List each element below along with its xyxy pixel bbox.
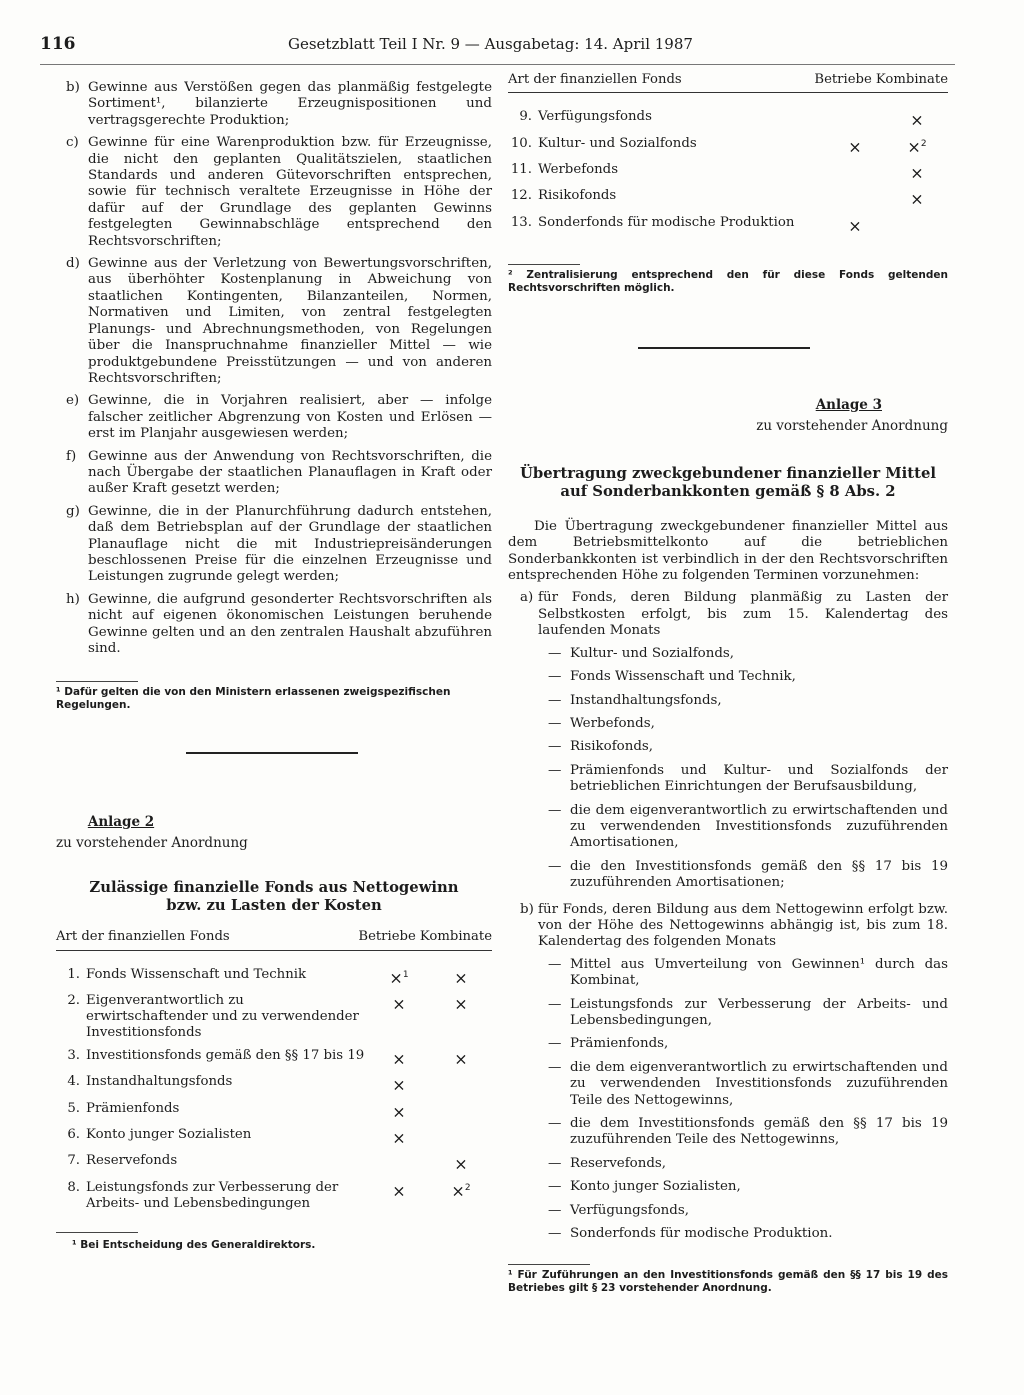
- dash-bullet: —: [548, 1202, 562, 1218]
- mark-glyph: ×: [392, 1049, 406, 1069]
- list-item: [56, 135, 492, 250]
- item-text: Gewinne aus Verstößen gegen das planmäßig festgelegte Sortiment¹, bilanzierte Erzeugnispositionen und vertragsgerechte Produktion;: [88, 80, 492, 128]
- list-item-text: Prämienfonds,: [570, 1036, 669, 1052]
- anlage-3-title: Anlage 3: [815, 397, 882, 414]
- list-item-text: Verfügungsfonds,: [570, 1202, 689, 1218]
- mark-footnote-ref: 1: [402, 969, 409, 980]
- list-item-text: Mittel aus Umverteilung von Gewinnen¹ durch das Kombinat,: [570, 956, 948, 989]
- list-item: [548, 1036, 948, 1052]
- list-item: [548, 669, 948, 685]
- item-text: Gewinne aus der Verletzung von Bewertungsvorschriften, aus überhöhter Kostenplanung in Abweichung von staatlichen Kontingenten, Bilanzanteilen, Normen, Normativen und Limiten, von zentral festgelegten Planungs- und Abrechnungsmethoden, von Regelungen über die Inanspruchnahme finanzieller Mittel — wie produktgebundene Preisstützungen — und von anderen Rechtsvorschriften;: [88, 256, 492, 386]
- dash-bullet: —: [548, 1036, 562, 1052]
- row-label: Sonderfonds für modische Produktion: [538, 214, 795, 230]
- mark-glyph: ×: [907, 137, 921, 157]
- section-separator: [638, 347, 810, 349]
- page-title: Gesetzblatt Teil I Nr. 9 — Ausgabetag: 14. April 1987: [288, 35, 693, 53]
- kombinate-cross-mark: [886, 136, 948, 155]
- betriebe-cross-mark: [368, 1180, 430, 1212]
- kombinate-cross-mark: [430, 1127, 492, 1146]
- footnote-2: ² Zentralisierung entsprechend den für diese Fonds geltenden Rechtsvorschriften möglich.: [508, 269, 948, 295]
- item-text: Gewinne, die aufgrund gesonderter Rechtsvorschriften als nicht auf eigenen ökonomischen Leistungen beruhende Gewinne gelten und an den zentralen Haushalt abzuführen sind.: [88, 591, 492, 656]
- list-item-text: Kultur- und Sozialfonds,: [570, 645, 735, 661]
- row-label: Kultur- und Sozialfonds: [538, 135, 697, 151]
- mark-glyph: ×: [392, 994, 406, 1014]
- list-item: [548, 1203, 948, 1219]
- list-item-text: Reservefonds,: [570, 1155, 667, 1171]
- list-item: [56, 504, 492, 586]
- row-label: Prämienfonds: [86, 1100, 180, 1116]
- row-number: 2.: [67, 992, 80, 1008]
- betriebe-cross-mark: [368, 1048, 430, 1067]
- footnote-rule: [56, 1232, 138, 1233]
- list-item: [548, 1179, 948, 1195]
- list-item-text: Prämienfonds und Kultur- und Sozialfonds der betrieblichen Einrichtungen der Berufsausbildung,: [570, 762, 948, 795]
- mark-glyph: ×: [910, 163, 924, 183]
- row-number: 6.: [67, 1126, 80, 1142]
- sub-item-label: b): [520, 901, 534, 917]
- list-item: [548, 763, 948, 796]
- row-number: 3.: [67, 1047, 80, 1063]
- list-item-text: die den Investitionsfonds gemäß den §§ 17 bis 19 zuzuführenden Amortisationen;: [570, 858, 948, 891]
- list-item-text: Risikofonds,: [570, 739, 654, 755]
- dash-bullet: —: [548, 1155, 562, 1171]
- mark-glyph: ×: [392, 1180, 406, 1200]
- anlage-2-subtitle: zu vorstehender Anordnung: [56, 834, 248, 851]
- betriebe-cross-mark: [368, 967, 430, 986]
- list-item-text: die dem eigenverantwortlich zu erwirtschaftenden und zu verwendenden Investitionsfonds zuzuführenden Amortisationen,: [570, 802, 948, 851]
- list-item: [548, 739, 948, 755]
- sub-item-label: a): [520, 590, 534, 606]
- list-item-text: Fonds Wissenschaft und Technik,: [570, 669, 796, 685]
- table-row: [56, 1180, 492, 1212]
- list-item: [548, 1116, 948, 1149]
- dash-bullet: —: [548, 715, 562, 731]
- footnote-1: ¹ Dafür gelten die von den Ministern erlassenen zweigspezifischen Regelungen.: [56, 686, 451, 712]
- betriebe-cross-mark: [368, 1127, 430, 1146]
- sub-item-text: für Fonds, deren Bildung planmäßig zu Lasten der Selbstkosten erfolgt, bis zum 15. Kalendertag des laufenden Monats: [538, 590, 948, 639]
- kombinate-cross-mark: [430, 1180, 492, 1212]
- list-item-text: Sonderfonds für modische Produktion.: [570, 1226, 833, 1242]
- list-item: [548, 1156, 948, 1172]
- row-label: Leistungsfonds zur Verbesserung der Arbeits- und Lebensbedingungen: [86, 1179, 339, 1211]
- list-item-text: Leistungsfonds zur Verbesserung der Arbeits- und Lebensbedingungen,: [570, 996, 948, 1029]
- mark-glyph: ×: [451, 1180, 465, 1200]
- mark-glyph: ×: [392, 1075, 406, 1095]
- footnote-rule: [508, 1264, 590, 1265]
- item-label: e): [66, 393, 80, 409]
- row-number: 4.: [67, 1074, 80, 1090]
- sub-item-b: [508, 902, 948, 951]
- anlage-3-heading: [508, 465, 948, 501]
- kombinate-cross-mark: [430, 1153, 492, 1172]
- sub-item-text: für Fonds, deren Bildung aus dem Nettogewinn erfolgt bzw. von der Höhe des Nettogewinns abhängig ist, bis zum 18. Kalendertag des folgenden Monats: [538, 901, 948, 950]
- list-item: [548, 716, 948, 732]
- mark-glyph: ×: [454, 967, 468, 987]
- row-label: Verfügungsfonds: [538, 109, 652, 125]
- dash-bullet: —: [548, 669, 562, 685]
- table-row: [56, 967, 492, 986]
- dash-bullet: —: [548, 739, 562, 755]
- row-number: 9.: [519, 109, 532, 125]
- table-row: [508, 162, 948, 181]
- dash-bullet: —: [548, 1226, 562, 1242]
- table-row: [508, 215, 948, 234]
- table-row: [508, 109, 948, 128]
- row-number: 12.: [510, 188, 532, 204]
- heading-line-1: Übertragung zweckgebundener finanzieller Mittel: [520, 464, 936, 482]
- row-label: Risikofonds: [538, 188, 617, 204]
- betriebe-cross-mark: [824, 188, 886, 207]
- row-number: 13.: [510, 214, 532, 230]
- item-text: Gewinne aus der Anwendung von Rechtsvorschriften, die nach Übergabe der staatlichen Planauflagen in Kraft oder außer Kraft gesetzt werden;: [88, 448, 492, 497]
- betriebe-cross-mark: [368, 1101, 430, 1120]
- dash-bullet: —: [548, 996, 562, 1012]
- row-number: 11.: [510, 162, 532, 178]
- row-label: Reservefonds: [86, 1153, 178, 1169]
- list-item: [548, 859, 948, 892]
- betriebe-cross-mark: [368, 993, 430, 1041]
- row-label: Investitionsfonds gemäß den §§ 17 bis 19: [86, 1047, 365, 1063]
- list-item: [548, 646, 948, 662]
- item-label: h): [66, 591, 80, 607]
- row-number: 1.: [67, 966, 80, 982]
- betriebe-cross-mark: [824, 162, 886, 181]
- footnote-rule: [508, 264, 580, 265]
- mark-glyph: ×: [848, 216, 862, 236]
- header-rule: [40, 64, 955, 65]
- heading-line-1: Zulässige finanzielle Fonds aus Nettogewinn: [89, 879, 459, 897]
- dash-bullet: —: [548, 1179, 562, 1195]
- right-column: [508, 72, 948, 1295]
- row-number: 7.: [67, 1153, 80, 1169]
- betriebe-cross-mark: [824, 215, 886, 234]
- enumeration-list: [56, 80, 492, 657]
- item-text: Gewinne, die in Vorjahren realisiert, aber — infolge falscher zeitlicher Abgrenzung von Kosten und Erlösen — erst im Planjahr ausgewiesen werden;: [88, 393, 492, 442]
- row-label: Fonds Wissenschaft und Technik: [86, 966, 307, 982]
- dash-list-a: [508, 646, 948, 892]
- page-header: [40, 34, 1000, 60]
- dash-bullet: —: [548, 762, 562, 778]
- list-item: [548, 957, 948, 990]
- fonds-table: [56, 967, 492, 1212]
- list-item: [548, 693, 948, 709]
- row-label: Instandhaltungsfonds: [86, 1074, 233, 1090]
- list-item: [548, 1226, 948, 1242]
- dash-bullet: —: [548, 645, 562, 661]
- list-item: [56, 80, 492, 129]
- mark-glyph: ×: [454, 1049, 468, 1069]
- dash-bullet: —: [548, 1059, 562, 1075]
- list-item: [548, 997, 948, 1030]
- dash-list-b: [508, 957, 948, 1243]
- table-header: [508, 72, 948, 93]
- kombinate-cross-mark: [886, 109, 948, 128]
- mark-glyph: ×: [392, 1128, 406, 1148]
- list-item-text: die dem Investitionsfonds gemäß den §§ 17 bis 19 zuzuführenden Teile des Nettogewinns,: [570, 1116, 948, 1148]
- item-text: Gewinne, die in der Planurchführung dadurch entstehen, daß dem Betriebsplan auf der Grundlage der staatlichen Planauflage nicht die mit Industriepreisänderungen beschlossenen Preise für die einzelnen Erzeugnisse und Leistungen zugrunde gelegt werden;: [88, 503, 492, 585]
- betriebe-cross-mark: [368, 1153, 430, 1172]
- anlage-2-heading: [56, 879, 492, 915]
- row-label: Konto junger Sozialisten: [86, 1126, 252, 1142]
- column-header-fonds: Art der finanziellen Fonds: [56, 929, 230, 945]
- row-number: 10.: [510, 135, 532, 151]
- item-label: d): [66, 256, 80, 272]
- kombinate-cross-mark: [430, 1048, 492, 1067]
- table-row: [56, 993, 492, 1041]
- item-label: b): [66, 80, 80, 95]
- sub-item-a: [508, 590, 948, 639]
- list-item: [56, 256, 492, 387]
- mark-glyph: ×: [389, 967, 403, 987]
- anlage-2-title: Anlage 2: [87, 814, 155, 831]
- dash-bullet: —: [548, 956, 562, 972]
- dash-bullet: —: [548, 802, 562, 818]
- kombinate-cross-mark: [886, 162, 948, 181]
- anlage-2-label: [56, 814, 186, 830]
- list-item-text: Instandhaltungsfonds,: [570, 692, 722, 708]
- kombinate-cross-mark: [430, 993, 492, 1041]
- table-row: [56, 1127, 492, 1146]
- list-item-text: Konto junger Sozialisten,: [570, 1179, 741, 1195]
- list-item: [548, 1060, 948, 1109]
- table-header: [56, 929, 492, 950]
- kombinate-cross-mark: [430, 967, 492, 986]
- dash-bullet: —: [548, 692, 562, 708]
- footnote-rule: [56, 681, 138, 682]
- left-column: [56, 80, 492, 1252]
- kombinate-cross-mark: [430, 1074, 492, 1093]
- footnote-bottom-left: ¹ Bei Entscheidung des Generaldirektors.: [72, 1238, 316, 1251]
- mark-glyph: ×: [910, 189, 924, 209]
- intro-paragraph: Die Übertragung zweckgebundener finanzieller Mittel aus dem Betriebsmittelkonto auf die betrieblichen Sonderbankkonten ist verbindlich in der den Rechtsvorschriften entsprechenden Höhe zu folgenden Terminen vorzunehmen:: [508, 518, 948, 584]
- item-label: f): [66, 448, 77, 464]
- table-row: [56, 1153, 492, 1172]
- row-label: Werbefonds: [538, 162, 619, 178]
- mark-footnote-ref: 2: [464, 1182, 471, 1193]
- fonds-table-continued: [508, 109, 948, 234]
- section-separator: [186, 752, 358, 754]
- list-item: [56, 393, 492, 442]
- item-label: c): [66, 135, 79, 151]
- betriebe-cross-mark: [824, 136, 886, 155]
- column-header-betriebe-kombinate: Betriebe Kombinate: [358, 929, 492, 945]
- mark-glyph: ×: [910, 110, 924, 130]
- mark-glyph: ×: [454, 1154, 468, 1174]
- betriebe-cross-mark: [368, 1074, 430, 1093]
- kombinate-cross-mark: [886, 215, 948, 234]
- list-item-text: die dem eigenverantwortlich zu erwirtschaftenden und zu verwendenden Investitionsfonds zuzuführenden Teile des Nettogewinns,: [570, 1059, 948, 1108]
- anlage-3-label: [508, 397, 948, 414]
- list-item: [548, 803, 948, 852]
- item-text: Gewinne für eine Warenproduktion bzw. für Erzeugnisse, die nicht den geplanten Qualitätszielen, staatlichen Standards und anderen Gütevorschriften entsprechen, sowie für technisch veraltete Erzeugnisse in Höhe der dafür auf der Grundlage des geplanten Gewinns festgelegten Gewinnabschläge entsprechend den Rechtsvorschriften;: [88, 135, 492, 249]
- kombinate-cross-mark: [430, 1101, 492, 1120]
- page-number: 116: [40, 34, 76, 54]
- mark-glyph: ×: [392, 1101, 406, 1121]
- anlage-3-subtitle: zu vorstehender Anordnung: [756, 418, 948, 435]
- row-number: 5.: [67, 1100, 80, 1116]
- list-item-text: Werbefonds,: [570, 715, 655, 731]
- table-row: [508, 136, 948, 155]
- mark-footnote-ref: 2: [920, 138, 927, 149]
- list-item: [56, 592, 492, 658]
- dash-bullet: —: [548, 1116, 562, 1132]
- table-row: [508, 188, 948, 207]
- mark-glyph: ×: [848, 137, 862, 157]
- mark-glyph: ×: [454, 994, 468, 1014]
- betriebe-cross-mark: [824, 109, 886, 128]
- item-label: g): [66, 503, 80, 519]
- column-header-betriebe-kombinate: Betriebe Kombinate: [814, 72, 948, 87]
- row-number: 8.: [67, 1179, 80, 1195]
- kombinate-cross-mark: [886, 188, 948, 207]
- heading-line-2: auf Sonderbankkonten gemäß § 8 Abs. 2: [560, 482, 896, 500]
- table-row: [56, 1101, 492, 1120]
- heading-line-2: bzw. zu Lasten der Kosten: [166, 897, 382, 915]
- footnote-bottom-right: ¹ Für Zuführungen an den Investitionsfonds gemäß den §§ 17 bis 19 des Betriebes gilt § 23 vorstehender Anordnung.: [508, 1269, 948, 1295]
- row-label: Eigenverantwortlich zu erwirtschaftender und zu verwendender Investitionsfonds: [86, 992, 359, 1040]
- table-row: [56, 1074, 492, 1093]
- dash-bullet: —: [548, 858, 562, 874]
- table-row: [56, 1048, 492, 1067]
- list-item: [56, 449, 492, 498]
- column-header-fonds: Art der finanziellen Fonds: [508, 72, 682, 87]
